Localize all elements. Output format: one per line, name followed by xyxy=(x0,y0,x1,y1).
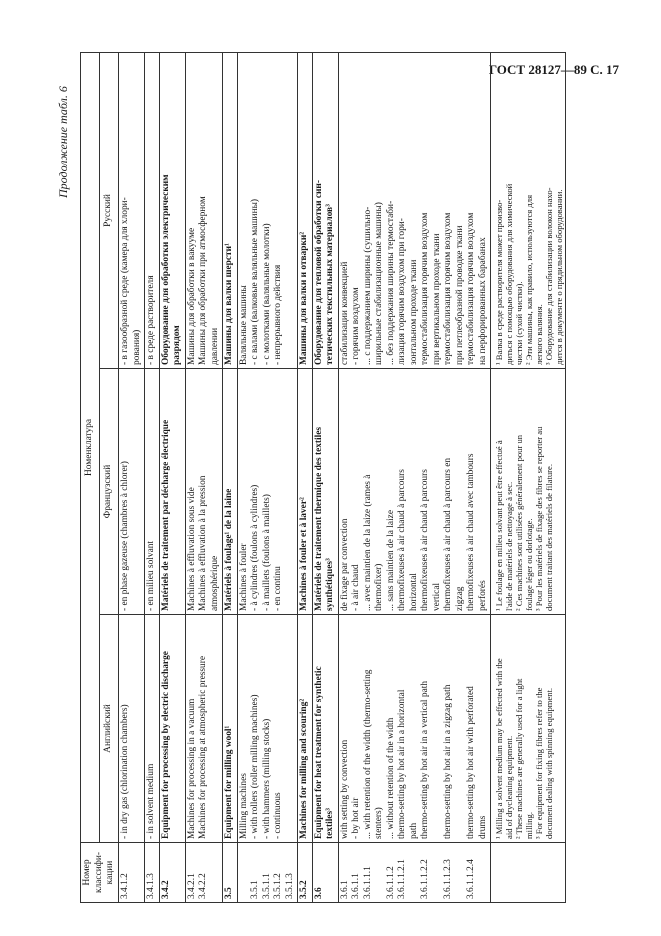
english-term-cell xyxy=(119,615,145,843)
english-term-cell-line: Machines for processing in a vacuum xyxy=(186,698,197,839)
russian-term-cell xyxy=(312,52,338,368)
class-number-cell-line: 3.6.1 xyxy=(339,880,350,899)
english-term-cell-line: Machines for processing at atmospheric pressure xyxy=(198,655,208,839)
english-term-cell xyxy=(159,615,185,843)
class-number-cell xyxy=(298,843,313,903)
english-term-cell-line xyxy=(455,618,467,839)
col-fr-header: Французский xyxy=(100,369,119,615)
class-number-cell-line: 3.6.1.1.2.1 xyxy=(397,859,407,899)
russian-term-cell-line: термостабилизация горячим воздухом xyxy=(466,212,476,365)
french-term-cell-line: - en continu xyxy=(273,566,283,611)
table-row xyxy=(145,52,160,902)
table-row xyxy=(338,52,491,902)
class-number-cell-line: 3.6.1.1 xyxy=(351,873,361,899)
table-row xyxy=(298,52,313,902)
french-term-cell-line: vertical xyxy=(431,582,442,611)
class-number-cell-line: 3.6.1.1.2.3 xyxy=(443,859,453,899)
english-term-cell xyxy=(185,615,223,843)
class-number-cell-line xyxy=(432,846,444,899)
footnote-en-cell-line: ¹ Milling a solvent medium may be effected with the xyxy=(494,658,504,839)
class-number-cell-line xyxy=(409,846,421,899)
english-term-cell-line: - in dry gas (chlorination chambers) xyxy=(120,704,130,839)
english-term-cell-line: ... with retention of the width (thermo-setting xyxy=(362,669,373,839)
english-term-cell-line: thermo-setting by hot air with perforated xyxy=(466,686,476,839)
french-term-cell-line: thermofixeuses à air chaud à parcours xyxy=(420,469,430,611)
english-term-cell-line: - with rollers (roller milling machines) xyxy=(250,694,260,839)
french-term-cell xyxy=(119,369,145,615)
russian-term-cell-line: - горячим воздухом xyxy=(351,287,361,365)
table-row xyxy=(312,52,338,902)
french-term-cell-line: perforés xyxy=(477,580,488,611)
footnote-en-cell-line: ³ For equipment for fixing fibres refer to the xyxy=(534,687,544,839)
footnote-ru-cell-line: дится в документе о прядильном оборудовании. xyxy=(554,189,564,365)
footnote-fr-cell-line: document traitant des matériels de filature. xyxy=(544,464,554,611)
english-term-cell-line: Equipment for processing by electric discharge xyxy=(160,651,171,839)
english-term-cell-line: - in solvent medium xyxy=(146,763,156,839)
russian-term-cell-line: термостабилизация горячим воздухом xyxy=(443,212,453,365)
footnote-spacer-cell xyxy=(491,843,566,903)
class-number-cell-line xyxy=(239,846,251,899)
russian-term-cell-line: Машины для валки шерсти¹ xyxy=(224,243,234,365)
english-term-cell-line: thermo-setting by hot air in a zigzag path xyxy=(443,684,453,839)
russian-term-cell-line: - непрерывного действия xyxy=(273,264,283,365)
class-number-cell xyxy=(312,843,338,903)
russian-term-cell xyxy=(223,52,238,368)
russian-term-cell-line: при вертикальном проходе ткани xyxy=(431,233,442,365)
french-term-cell xyxy=(338,369,491,615)
french-term-cell xyxy=(237,369,298,615)
table-row xyxy=(185,52,223,902)
class-number-cell-line: 3.5.1.1 xyxy=(261,873,272,899)
class-number-cell xyxy=(119,843,145,903)
english-term-cell-line: stenters) xyxy=(374,807,384,839)
table-row xyxy=(119,52,145,902)
page-header: ГОСТ 28127—89 С. 17 xyxy=(488,62,619,77)
class-number-cell-line: 3.5 xyxy=(224,887,234,899)
russian-term-cell-line: Оборудование для обработки электрическим xyxy=(160,174,171,365)
footnote-fr-cell-line: l'aide de matériels de nettoyage à sec. xyxy=(504,481,514,611)
russian-term-cell xyxy=(185,52,223,368)
french-term-cell-line: - en milieu solvant xyxy=(146,540,156,611)
russian-term-cell-line: рования) xyxy=(131,329,142,365)
french-term-cell xyxy=(159,369,185,615)
french-term-cell-line: zigzag xyxy=(454,586,465,611)
french-term-cell-line: thermofixeuses à air chaud à parcours en xyxy=(443,457,453,611)
english-term-cell xyxy=(298,615,313,843)
class-number-cell-line: 3.6.1.1.1 xyxy=(362,866,373,899)
russian-term-cell-line: Машины для обработки в вакууме xyxy=(186,227,197,365)
french-term-cell-line: - à maillets (foulons à maillets) xyxy=(261,494,272,611)
english-term-cell-line: Milling machines xyxy=(238,773,249,839)
french-term-cell-line: Machines à effluvation à la pression xyxy=(198,475,208,611)
footnote-fr-cell-line: ¹ Le foulage en milieu solvant peut être effectué à xyxy=(494,440,504,611)
french-term-cell xyxy=(312,369,338,615)
french-term-cell-line: Matériels de traitement thermique des textiles xyxy=(313,426,324,611)
french-term-cell-line: horizontal xyxy=(408,572,419,611)
class-number-cell-line: 3.4.2.1 xyxy=(186,873,197,899)
russian-term-cell-line: лизация горячим воздухом при гори- xyxy=(397,218,407,365)
footnote-en-cell-line: milling. xyxy=(524,812,534,839)
class-number-cell xyxy=(145,843,160,903)
french-term-cell-line: ... sans maintien de la laize xyxy=(385,509,396,611)
russian-term-cell xyxy=(159,52,185,368)
french-term-cell-line: Machines à effluvation sous vide xyxy=(186,487,197,611)
english-term-cell xyxy=(145,615,160,843)
footnote-en-cell-line: ² These machines are generally used for a light xyxy=(514,678,524,839)
french-term-cell-line: ... avec maintien de la laize (rames à xyxy=(362,474,373,611)
english-term-cell-line: drums xyxy=(477,815,488,839)
continuation-label: Продолжение табл. 6 xyxy=(56,86,70,198)
russian-term-cell-line: ... с поддержанием ширины (сушильно- xyxy=(362,206,373,365)
class-number-cell-line xyxy=(374,846,386,899)
class-number-cell-line: 3.5.1.3 xyxy=(284,873,295,899)
russian-term-cell-line: Оборудование для тепловой обработки син- xyxy=(313,180,324,365)
french-term-cell-line: Matériels de traitement par décharge électrique xyxy=(160,419,171,611)
french-term-cell xyxy=(145,369,160,615)
russian-term-cell-line: ... без поддержания ширины термостаби- xyxy=(385,200,396,365)
russian-term-cell-line: давлении xyxy=(209,327,220,365)
russian-term-cell-line: Машины для валки и отварки² xyxy=(299,231,309,365)
footnote-fr-cell-line: ³ Pour les matériels de fixage des fibres se reporter au xyxy=(534,426,544,611)
russian-term-cell xyxy=(338,52,491,368)
class-number-cell-line: 3.5.1.2 xyxy=(273,873,283,899)
english-term-cell-line: thermo-setting by hot air in a horizontal xyxy=(397,689,407,839)
french-term-cell-line: thermofixeuses à air chaud à parcours xyxy=(397,469,407,611)
footnote-en-cell-line: aid of drycleaning equipment. xyxy=(504,735,514,839)
russian-term-cell-line: на перфорированных барабанах xyxy=(477,237,488,365)
footnote-ru-cell-line: ³ Оборудование для стабилизации волокон нахо- xyxy=(544,187,554,365)
class-number-cell-line: 3.6.1.1.2 xyxy=(385,866,396,899)
class-number-cell xyxy=(185,843,223,903)
class-number-cell-line: 3.6.1.1.2.2 xyxy=(420,859,430,899)
french-term-cell xyxy=(185,369,223,615)
footnote-ru-cell-line: ² Эти машины, как правило, используются для xyxy=(524,194,534,365)
class-number-cell-line: 3.6.1.1.2.4 xyxy=(466,859,476,899)
footnote-ru-cell-line: легкого валяния. xyxy=(534,304,544,365)
english-term-cell-line: path xyxy=(408,822,419,839)
nomenclature-table xyxy=(80,52,566,903)
french-term-cell-line: thermofixer) xyxy=(374,563,384,611)
russian-term-cell-line: тетических текстильных материалов³ xyxy=(325,204,335,365)
footnote-ru-cell-line: чистки (сухой чистки). xyxy=(514,281,524,365)
russian-term-cell-line: ширильные стабилизационные машины) xyxy=(374,202,384,365)
english-term-cell-line: Machines for milling and scouring² xyxy=(299,698,309,839)
english-term-cell-line: textiles³ xyxy=(325,808,335,839)
russian-term-cell xyxy=(145,52,160,368)
russian-term-cell xyxy=(119,52,145,368)
russian-term-cell xyxy=(237,52,298,368)
english-term-cell-line: thermo-setting by hot air in a vertical path xyxy=(420,680,430,839)
class-number-cell xyxy=(237,843,298,903)
english-term-cell-line: Equipment for heat treatment for synthetic xyxy=(313,666,324,839)
english-term-cell-line: with setting by convection xyxy=(339,739,350,839)
french-term-cell-line: - à cylindres (foulons à cylindres) xyxy=(250,484,260,611)
french-term-cell xyxy=(223,369,238,615)
french-term-cell-line: Matériels à foulage¹ de la laine xyxy=(224,488,234,611)
french-term-cell-line: atmosphérique xyxy=(209,555,220,611)
class-number-cell xyxy=(159,843,185,903)
french-term-cell-line: de fixage par convection xyxy=(339,518,350,611)
footnote-fr-cell-line: ² Ces machines sont utilisées généralement pour un xyxy=(514,434,524,611)
english-term-cell-line: - by hot air xyxy=(351,797,361,839)
rotated-page xyxy=(56,53,625,903)
french-term-cell-line: synthétiques³ xyxy=(325,558,335,611)
footnote-ru-cell xyxy=(491,52,566,368)
col-nomenclature-header: Номенклатура xyxy=(81,52,100,842)
russian-term-cell-line: Машины для обработки при атмосферном xyxy=(198,196,208,365)
english-term-cell-line: - continuous xyxy=(273,792,283,839)
french-term-cell-line: - à air chaud xyxy=(351,564,361,611)
class-number-cell-line: 3.5.1 xyxy=(250,880,260,899)
table-row xyxy=(159,52,185,902)
russian-term-cell-line: разрядом xyxy=(172,325,182,365)
russian-term-cell-line: - с валами (валковые валяльные машины) xyxy=(250,198,260,365)
col-num-header: Номер классифи- кации xyxy=(81,843,119,903)
class-number-cell-line: 3.4.1.3 xyxy=(146,873,156,899)
footnote-en-cell-line: document dealing with spinning equipment. xyxy=(544,687,554,839)
class-number-cell-line: 3.5.2 xyxy=(299,880,309,899)
english-term-cell xyxy=(223,615,238,843)
footnote-ru-cell-line: диться с помощью оборудования для химической xyxy=(504,183,514,365)
russian-term-cell xyxy=(298,52,313,368)
class-number-cell xyxy=(223,843,238,903)
class-number-cell-line xyxy=(455,846,467,899)
footnote-ru-cell-line: ¹ Валка в среде растворителя может произво- xyxy=(494,199,504,365)
col-en-header: Английский xyxy=(100,615,119,843)
table-row xyxy=(237,52,298,902)
class-number-cell-line: 3.4.1.2 xyxy=(120,873,130,899)
french-term-cell-line: - en phase gazeuse (chambres à chlorer) xyxy=(120,461,130,611)
russian-term-cell-line: - с молотками (валяльные молотки) xyxy=(261,223,272,365)
russian-term-cell-line: - в газообразной среде (камера для хлори- xyxy=(120,197,130,365)
class-number-cell-line: 3.4.2 xyxy=(160,880,171,899)
class-number-cell-line: 3.4.2.2 xyxy=(198,873,208,899)
footnote-fr-cell-line: foulage léger ou dorlotage. xyxy=(524,518,534,611)
english-term-cell xyxy=(338,615,491,843)
french-term-cell-line: Machines à fouler xyxy=(238,543,249,611)
russian-term-cell-line: - в среде растворителя xyxy=(146,275,156,365)
english-term-cell-line: Equipment for milling wool¹ xyxy=(224,725,234,839)
english-term-cell-line: - with hammers (milling stocks) xyxy=(261,718,272,839)
russian-term-cell-line: стабилизации конвекцией xyxy=(339,261,350,365)
class-number-cell xyxy=(338,843,491,903)
footnote-fr-cell xyxy=(491,369,566,615)
english-term-cell xyxy=(237,615,298,843)
footnotes-row xyxy=(491,52,566,902)
english-term-cell-line xyxy=(432,618,444,839)
col-ru-header: Русский xyxy=(100,52,119,368)
french-term-cell-line: thermofixeuses à air chaud avec tambours xyxy=(466,453,476,611)
russian-term-cell-line: Валяльные машины xyxy=(238,285,249,365)
russian-term-cell-line: зонтальном проходе ткани xyxy=(408,259,419,365)
russian-term-cell-line: термостабилизация горячим воздухом xyxy=(420,212,430,365)
english-term-cell xyxy=(312,615,338,843)
french-term-cell xyxy=(298,369,313,615)
class-number-cell-line: 3.6 xyxy=(313,887,324,899)
english-term-cell-line: ... without retention of the width xyxy=(385,717,396,839)
footnote-en-cell xyxy=(491,615,566,843)
table-row xyxy=(223,52,238,902)
french-term-cell-line: Machines à fouler et à laver² xyxy=(299,497,309,611)
russian-term-cell-line: при петлеобразной проводке ткани xyxy=(454,225,465,365)
